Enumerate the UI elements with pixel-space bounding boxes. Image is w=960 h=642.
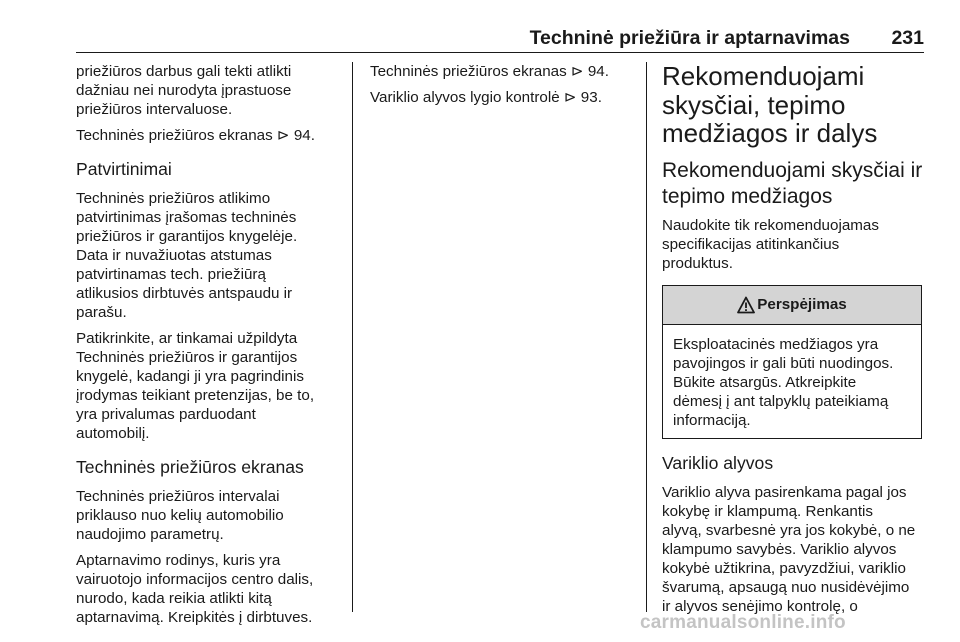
column-2 <box>370 62 632 107</box>
warning-box <box>662 285 922 439</box>
paragraph: Techninės priežiūros atlikimo patvirtinimas įrašomas techninės priežiūros ir garantijos knygelėje. Data ir nuvažiuotas atstumas patvirtinamas tech. priežiūrą atlikusios dirbtuvės antspaudu ir parašu. <box>76 190 298 321</box>
warning-header <box>663 286 921 325</box>
cross-reference-link[interactable]: Techninės priežiūros ekranas ⊳ 94. <box>370 63 609 80</box>
page-number: 231 <box>891 27 924 49</box>
column-divider-1 <box>352 62 353 612</box>
section-heading-fluids: Rekomenduojami skysčiai ir tepimo medžiagos <box>662 158 923 208</box>
section-heading-engine-oils: Variklio alyvos <box>662 452 774 473</box>
paragraph: priežiūros darbus gali tekti atlikti dažniau nei nurodyta įprastuose priežiūros intervaluose. <box>76 63 292 118</box>
cross-reference-link[interactable]: Variklio alyvos lygio kontrolė ⊳ 93. <box>370 89 602 106</box>
warning-body: Eksploatacinės medžiagos yra pavojingos ir gali būti nuodingos. Būkite atsargūs. Atkreipkite dėmesį į ant talpyklų pateikiamą informaciją. <box>673 335 894 429</box>
column-1 <box>76 62 338 627</box>
paragraph: Aptarnavimo rodinys, kuris yra vairuotojo informacijos centro dalis, nurodo, kada reikia atlikti kitą aptarnavimą. Kreipkitės į dirbtuves. <box>76 552 314 626</box>
paragraph: Techninės priežiūros intervalai priklauso nuo kelių automobilio naudojimo parametrų. <box>76 488 284 543</box>
paragraph: Naudokite tik rekomenduojamas specifikacijas atitinkančius produktus. <box>662 216 879 272</box>
warning-title: Perspėjimas <box>757 296 847 313</box>
section-heading-service-display: Techninės priežiūros ekranas <box>76 457 304 477</box>
warning-triangle-icon <box>737 296 755 314</box>
watermark: carmanualsonline.info <box>640 612 846 633</box>
cross-reference-link[interactable]: Techninės priežiūros ekranas ⊳ 94. <box>76 127 315 144</box>
chapter-heading: Rekomenduojami skysčiai, tepimo medžiagos ir dalys <box>662 61 878 148</box>
paragraph: Variklio alyva pasirenkama pagal jos kokybę ir klampumą. Renkantis alyvą, svarbesnė yra jos kokybė, o ne klampumo savybės. Variklio alyvos kokybė užtikrina, pavyzdžiui, variklio švarumą, apsaugą nuo nusidėvėjimo ir alyvos senėjimo kontrolę, o <box>662 483 916 615</box>
page-title: Techninė priežiūra ir aptarnavimas <box>529 27 850 49</box>
section-heading-confirmations: Patvirtinimai <box>76 159 172 179</box>
column-3 <box>662 62 926 616</box>
paragraph: Patikrinkite, ar tinkamai užpildyta Techninės priežiūros ir garantijos knygelė, kadangi ji yra pagrindinis įrodymas teikiant pretenzijas, be to, yra privalumas parduodant automobilį. <box>76 330 315 442</box>
page-header <box>76 26 924 53</box>
column-divider-2 <box>646 62 647 612</box>
